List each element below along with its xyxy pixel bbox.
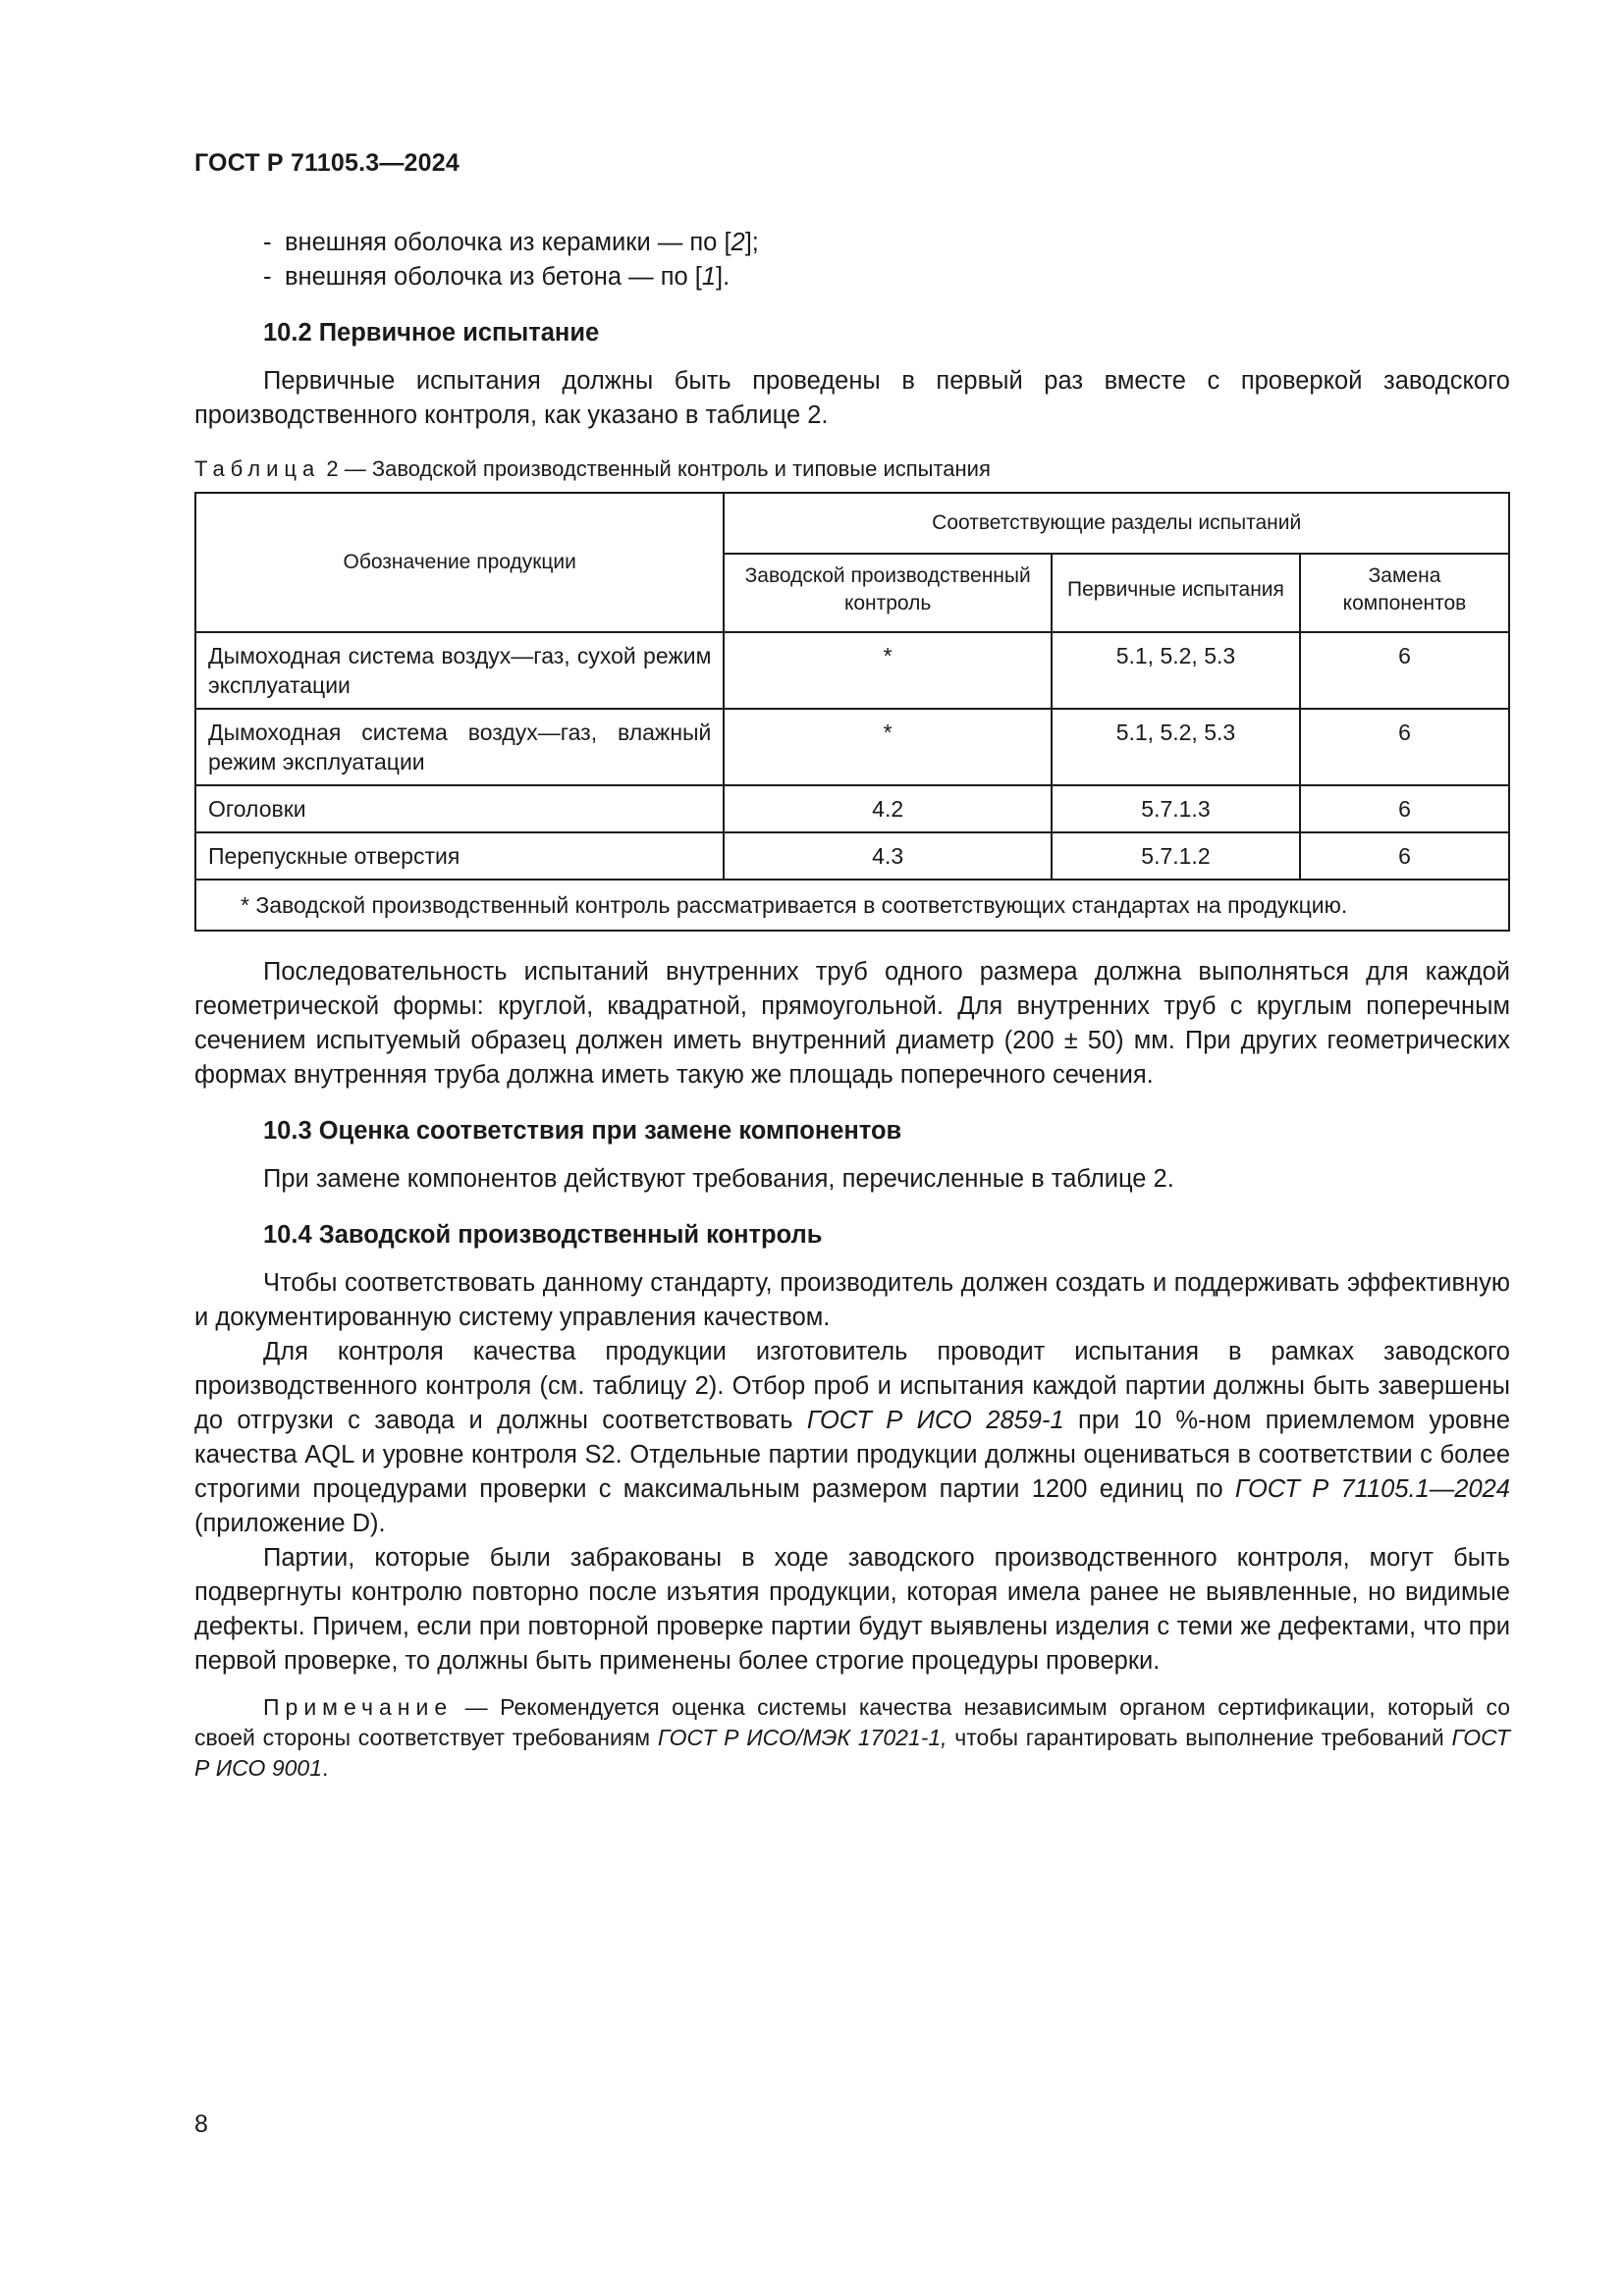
col-header-group: Соответствующие разделы испытаний: [724, 493, 1509, 554]
table-footnote-row: [195, 880, 1509, 931]
section-heading-10-3: 10.3 Оценка соответствия при замене компонентов: [263, 1117, 902, 1145]
table-footnote: * Заводской производственный контроль рассматривается в соответствующих стандартах на продукцию.: [195, 880, 1509, 931]
paragraph: Первичные испытания должны быть проведены в первый раз вместе с проверкой заводского производственного контроля, как указано в таблице 2.: [194, 367, 1510, 429]
table-caption: Таблица 2 — Заводской производственный контроль и типовые испытания: [194, 456, 991, 481]
list-item: - внешняя оболочка из керамики — по [2];: [263, 229, 759, 256]
section-heading-10-4: 10.4 Заводской производственный контроль: [263, 1221, 823, 1249]
table-row: Оголовки 4.2 5.7.1.3 6: [195, 785, 1509, 832]
table-row: Дымоходная система воздух—газ, влажный режим эксплуатации * 5.1, 5.2, 5.3 6: [195, 709, 1509, 785]
paragraph: Для контроля качества продукции изготовитель проводит испытания в рамках заводского производственного контроля (см. таблицу 2). Отбор проб и испытания каждой партии должны быть завершены до отгрузки с завода и должны соответствовать ГОСТ Р ИСО 2859-1 при 10 %-ном приемлемом уровне качества AQL и уровне контроля S2. Отдельные партии продукции должны оцениваться в соответствии с более строгими процедурами проверки с максимальным размером партии 1200 единиц по ГОСТ Р 71105.1—2024 (приложение D).: [194, 1338, 1510, 1537]
col-header-replace: Замена компонентов: [1300, 554, 1509, 632]
col-header-factory: Заводской производственный контроль: [724, 554, 1051, 632]
page-number: 8: [194, 2110, 208, 2138]
list-item: - внешняя оболочка из бетона — по [1].: [263, 263, 731, 291]
table-row: Перепускные отверстия 4.3 5.7.1.2 6: [195, 832, 1509, 880]
col-header-initial: Первичные испытания: [1052, 554, 1300, 632]
paragraph: Последовательность испытаний внутренних труб одного размера должна выполняться для каждой геометрической формы: круглой, квадратной, прямоугольной. Для внутренних труб с круглым поперечным сечением испытуемый образец должен иметь внутренний диаметр (200 ± 50) мм. При других геометрических формах внутренняя труба должна иметь такую же площадь поперечного сечения.: [194, 958, 1510, 1089]
table-row: Дымоходная система воздух—газ, сухой режим эксплуатации * 5.1, 5.2, 5.3 6: [195, 632, 1509, 709]
page-content: [194, 226, 1510, 1784]
paragraph: Партии, которые были забракованы в ходе заводского производственного контроля, могут быть подвергнуты контролю повторно после изъятия продукции, которая имела ранее не выявленные, но видимые дефекты. Причем, если при повторной проверке партии будут выявлены изделия с теми же дефектами, что при первой проверке, то должны быть применены более строгие процедуры проверки.: [194, 1544, 1510, 1675]
col-header-product: Обозначение продукции: [195, 493, 724, 632]
paragraph: Чтобы соответствовать данному стандарту, производитель должен создать и поддерживать эффективную и документированную систему управления качеством.: [194, 1269, 1510, 1331]
document-code: ГОСТ Р 71105.3—2024: [194, 149, 460, 177]
note: Примечание — Рекомендуется оценка системы качества независимым органом сертификации, который со своей стороны соответствует требованиям ГОСТ Р ИСО/МЭК 17021-1, чтобы гарантировать выполнение требований ГОСТ Р ИСО 9001.: [194, 1694, 1510, 1781]
paragraph: При замене компонентов действуют требования, перечисленные в таблице 2.: [263, 1165, 1174, 1193]
section-heading-10-2: 10.2 Первичное испытание: [263, 319, 600, 347]
table-2: [194, 492, 1510, 932]
